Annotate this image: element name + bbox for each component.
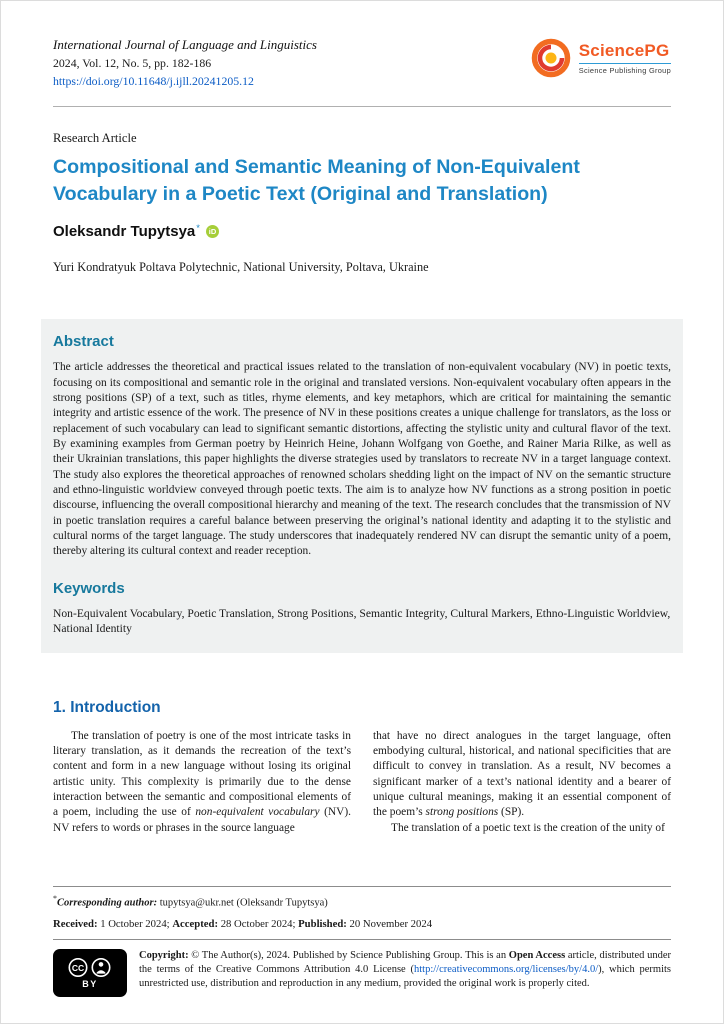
copyright-block (53, 940, 671, 997)
intro-left-column (53, 729, 351, 836)
author-line (53, 223, 671, 240)
intro-left-text: The translation of poetry is one of the most intricate tasks in literary translation, as it demands the recreation of the text’s content and form in a new language without losing its original artistic unity. This complexity is primarily due to the dense interaction between the semantic and compositional elements of a poem, including the use of (53, 729, 351, 819)
published-value: 20 November 2024 (346, 918, 433, 930)
intro-left-paragraph (53, 729, 351, 836)
article-type-label: Research Article (53, 131, 137, 145)
corresponding-author-note (53, 894, 671, 909)
journal-name: International Journal of Language and Linguistics (53, 37, 317, 52)
sciencepg-logo (531, 38, 671, 78)
cc-by-license-badge[interactable] (53, 949, 127, 997)
page-footer (53, 886, 671, 998)
article-title: Compositional and Semantic Meaning of Non-Equivalent Vocabulary in a Poetic Text (Original and Translation) (53, 156, 580, 205)
accepted-value: 28 October 2024; (218, 918, 299, 930)
journal-header (53, 37, 671, 90)
brand-name: SciencePG (578, 41, 670, 60)
dates-line (53, 918, 671, 930)
header-divider (53, 106, 671, 107)
sciencepg-logo-icon (531, 38, 571, 78)
cc-icon: CC (71, 963, 85, 973)
orcid-icon[interactable]: iD (206, 225, 219, 238)
corresponding-label: Corresponding author: (57, 897, 158, 908)
person-icon (99, 962, 104, 967)
abstract-section (41, 319, 683, 653)
intro-right-text-cont: (SP). (498, 806, 525, 819)
open-access-label: Open Access (508, 950, 566, 961)
author-asterisk: * (196, 223, 200, 235)
abstract-text: The article addresses the theoretical and practical issues related to the translation of non-equivalent vocabulary (NV) in poetic texts, focusing on its compositional and semantic role in the original and translated versions. Non-equivalent vocabulary often appears in the strong positions (SP) of a text, such as titles, rhyme elements, and key metaphors, which are critical for maintaining the semantic integrity and artistic essence of the work. The presence of NV in these positions creates a unique challenge for translators, as the loss or replacement of such vocabulary can lead to significant semantic distortions, affecting the stylistic unity and cultural flavor of the text. By examining examples from German poetry by Heinrich Heine, Johann Wolfgang von Goethe, and Rainer Maria Rilke, as well as their Ukrainian translations, this paper highlights the diverse strategies used by translators to recreate NV in a target language context. The study also explores the theoretical approaches of renowned scholars shedding light on the impact of NV on the semantic structure and ethno-linguistic worldview conveyed through poetic texts. The aim is to analyze how NV functions as a strong position in poetic discourse, influencing the overall compositional hierarchy and meaning of the text. The research concludes that the transmission of NV in poetic translation requires a careful balance between preserving the original’s national identity and adapting it to the stylistic and cultural norms of the target language. The study underscores that inadequately rendered NV can disrupt the semantic unity of a poem, thereby altering its cultural context and reader reception. (53, 361, 671, 558)
author-name: Oleksandr Tupytsya (53, 223, 196, 241)
intro-right-column (373, 729, 671, 836)
copyright-pre: © The Author(s), 2024. Published by Science Publishing Group. This is an (188, 950, 509, 961)
copyright-label: Copyright: (139, 950, 189, 961)
published-label: Published: (298, 918, 347, 930)
intro-right-text: that have no direct analogues in the target language, often embodying cultural, historical, and national specificities that are difficult to convey in translation. As a result, NV becomes a significant marker of a text’s national identity and a bearer of unique cultural meanings, making it an essential component of the poem’s (373, 729, 671, 819)
copyright-post: ), which permits unrestricted use, distribution and reproduction in any medium, provided the original work is properly cited. (139, 963, 671, 989)
journal-issue: 2024, Vol. 12, No. 5, pp. 182-186 (53, 56, 212, 70)
abstract-heading: Abstract (53, 333, 114, 351)
copyright-mid: article, distributed under the terms of the Creative Commons Attribution 4.0 License ( (139, 950, 671, 975)
cc-by-icons (67, 957, 113, 978)
corresponding-value: tupytsya@ukr.net (Oleksandr Tupytsya) (157, 897, 328, 908)
license-link[interactable]: http://creativecommons.org/licenses/by/4.0/ (414, 963, 599, 975)
received-label: Received: (53, 918, 98, 930)
logo-text (579, 41, 671, 75)
by-label: BY (82, 979, 98, 989)
intro-left-italic-term: non-equivalent vocabulary (195, 806, 320, 819)
introduction-heading: 1. Introduction (53, 698, 161, 716)
doi-link[interactable]: https://doi.org/10.11648/j.ijll.20241205.12 (53, 74, 254, 88)
brand-tagline: Science Publishing Group (579, 63, 671, 75)
intro-left-text-cont: (NV). NV refers to words or phrases in the source language (53, 806, 351, 834)
keywords-text: Non-Equivalent Vocabulary, Poetic Translation, Strong Positions, Semantic Integrity, Cultural Markers, Ethno-Linguistic Worldview, National Identity (53, 606, 671, 636)
accepted-label: Accepted: (172, 918, 219, 930)
journal-info (53, 37, 317, 90)
intro-right-paragraph-2: The translation of a poetic text is the creation of the unity of (391, 821, 665, 834)
keywords-heading: Keywords (53, 579, 125, 597)
footnote-asterisk: * (53, 893, 57, 903)
received-value: 1 October 2024; (97, 918, 173, 930)
copyright-text (139, 949, 671, 991)
footnote-divider (53, 886, 671, 887)
introduction-columns (53, 729, 671, 836)
intro-right-italic-term: strong positions (425, 806, 499, 819)
intro-right-paragraph (373, 729, 671, 821)
author-affiliation: Yuri Kondratyuk Poltava Polytechnic, National University, Poltava, Ukraine (53, 260, 429, 275)
